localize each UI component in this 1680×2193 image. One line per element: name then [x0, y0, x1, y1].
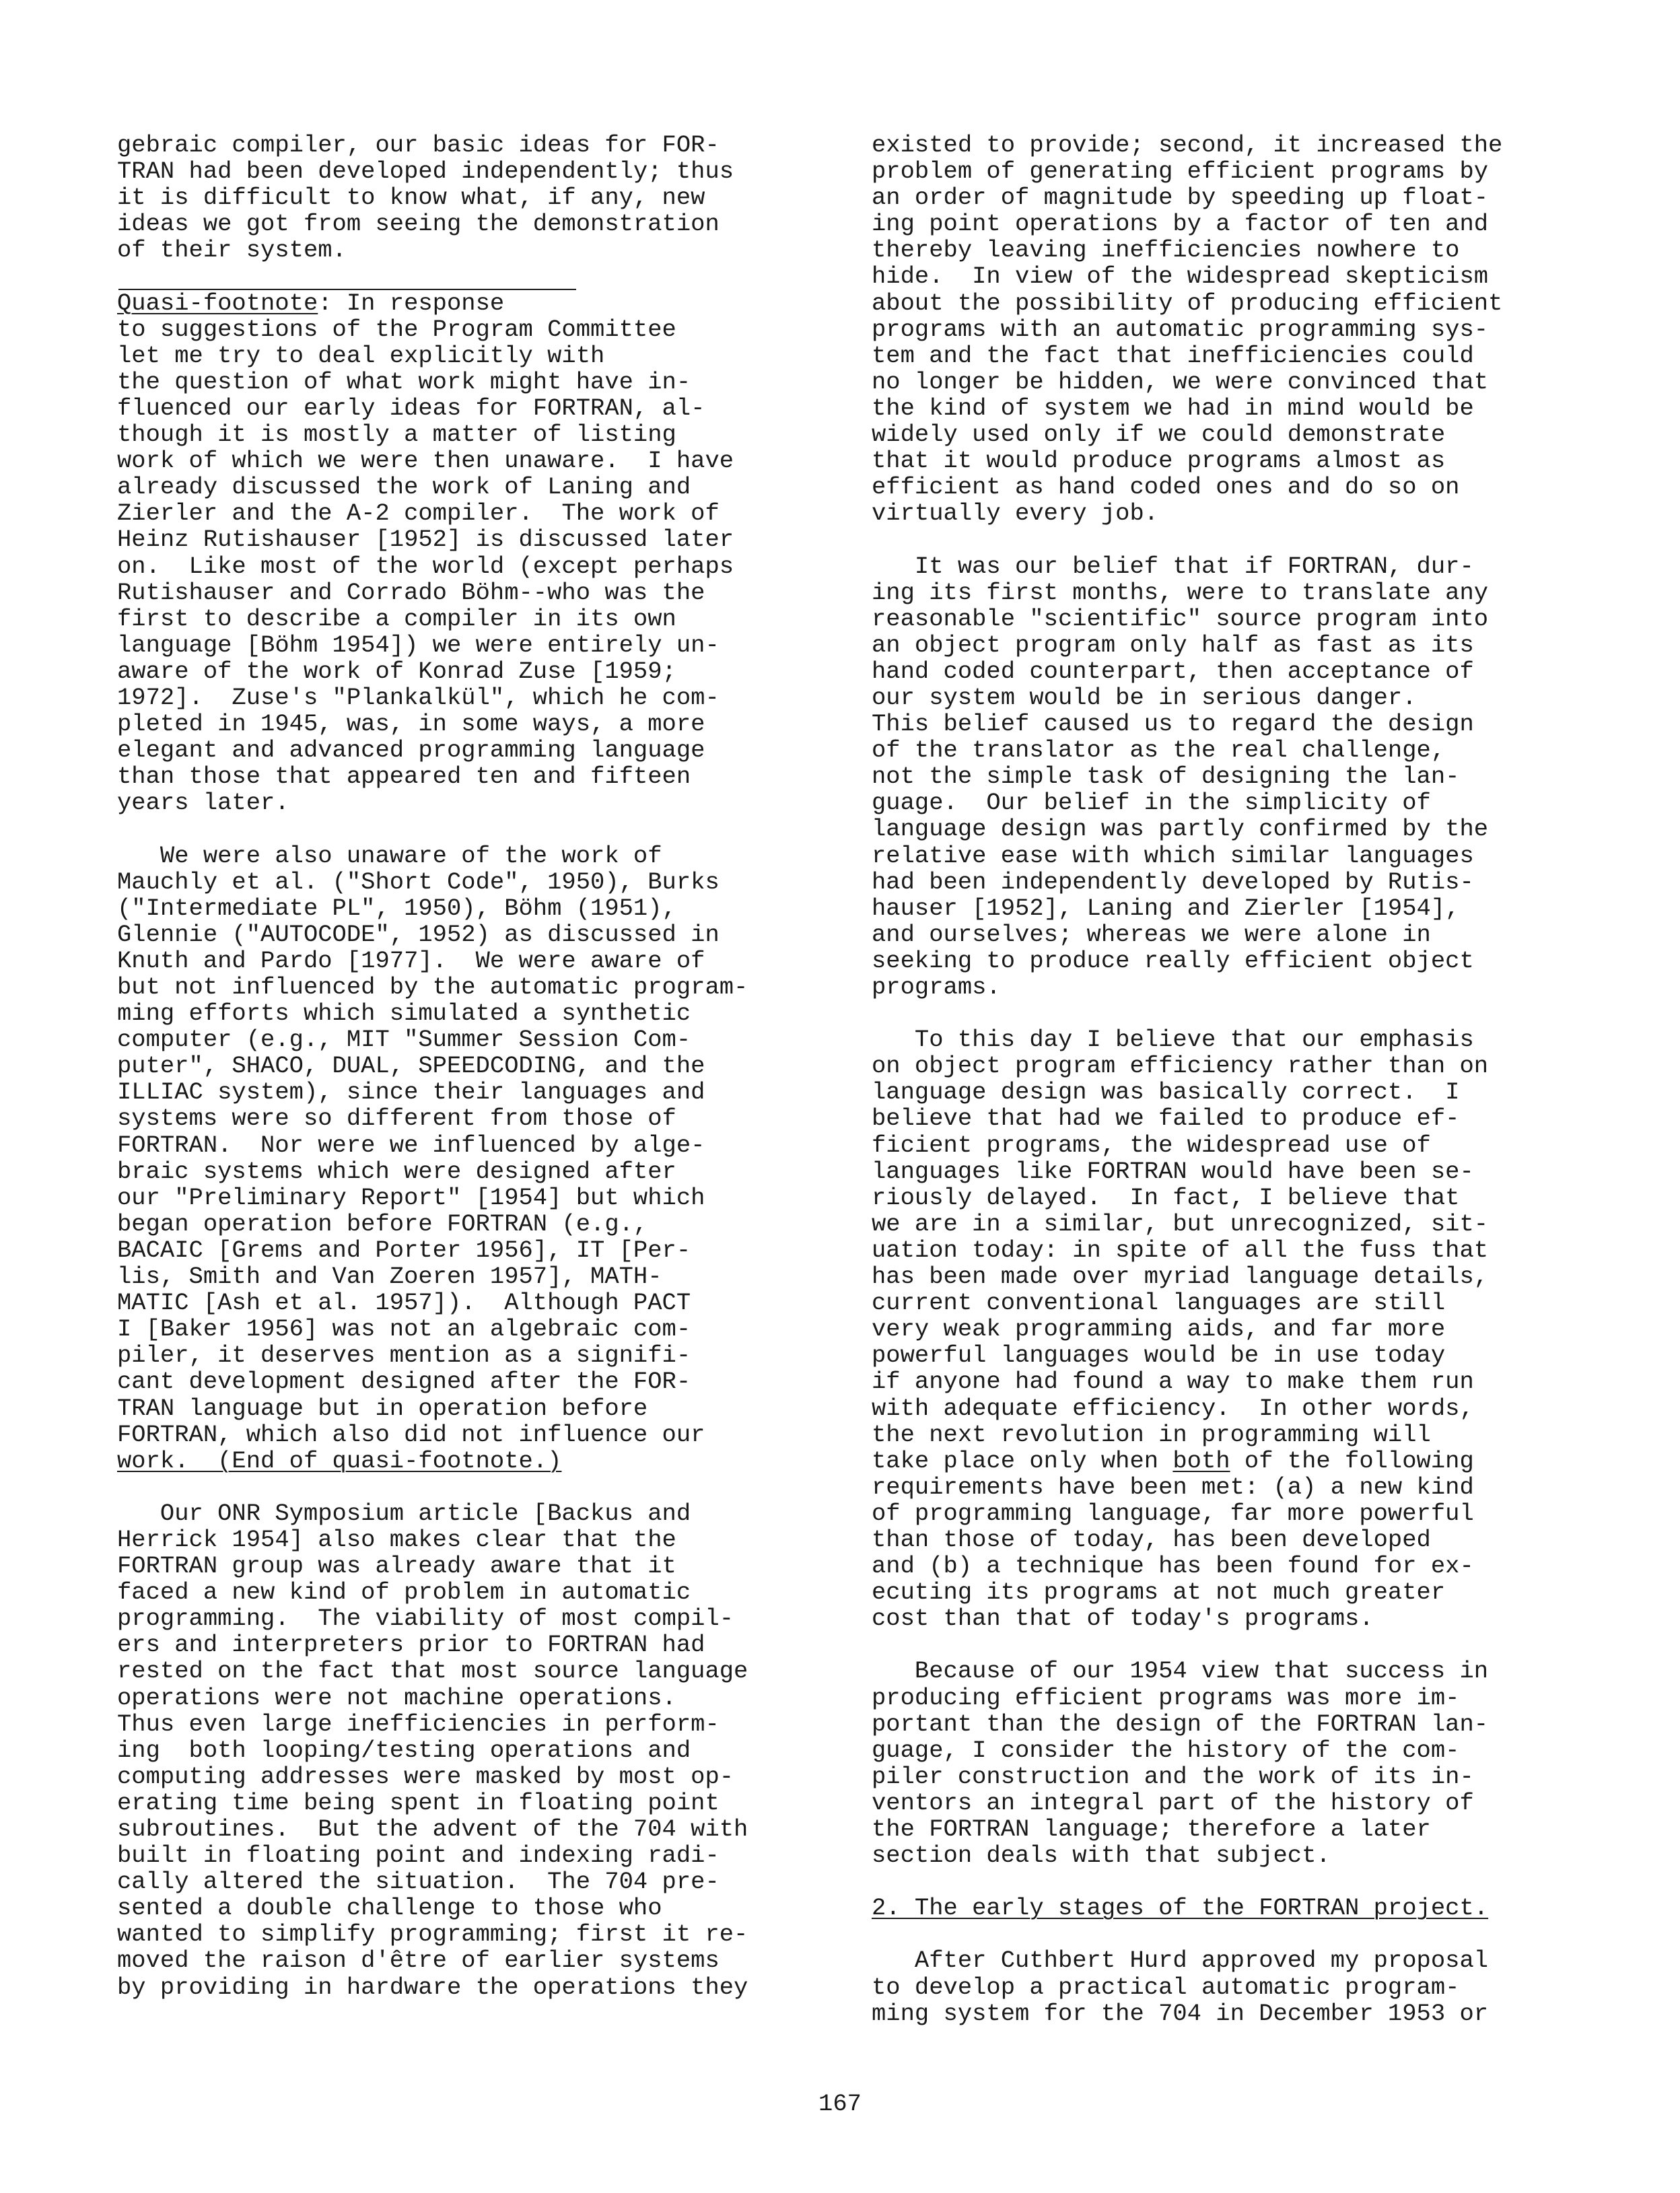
text-line: computer (e.g., MIT "Summer Session Com-	[117, 1026, 691, 1054]
text-line: puter", SHACO, DUAL, SPEEDCODING, and the	[117, 1052, 705, 1080]
text-line: and ourselves; whereas we were alone in	[872, 920, 1431, 948]
text-line: systems were so different from those of	[117, 1105, 676, 1133]
text-line: to develop a practical automatic program-	[872, 1973, 1460, 2001]
text-line: has been made over myriad language details,	[872, 1263, 1489, 1291]
text-line: tem and the fact that inefficiencies could	[872, 341, 1474, 370]
footnote-end-marker: work. (End of quasi-footnote.)	[117, 1447, 562, 1475]
text-line: that it would produce programs almost as	[872, 447, 1446, 475]
text-line: with adequate efficiency. In other words,	[872, 1394, 1474, 1422]
text-line: cally altered the situation. The 704 pre-	[117, 1868, 720, 1896]
footnote-first-text: : In response	[318, 289, 505, 317]
text-line: language [Böhm 1954]) we were entirely un-	[117, 631, 720, 659]
text-line: by providing in hardware the operations they	[117, 1973, 748, 2001]
text-line: ing both looping/testing operations and	[117, 1736, 691, 1764]
text-line: ers and interpreters prior to FORTRAN had	[117, 1631, 705, 1659]
text-line: problem of generating efficient programs by	[872, 158, 1489, 186]
text-line: computing addresses were masked by most op-	[117, 1762, 734, 1790]
text-line: cost than that of today's programs.	[872, 1605, 1374, 1633]
paragraph-existed-to-provide	[872, 132, 1585, 526]
text-line: piler, it deserves mention as a signifi-	[117, 1342, 691, 1370]
right-column	[872, 132, 1585, 2027]
left-column	[117, 132, 851, 2000]
text-line: already discussed the work of Laning and	[117, 473, 691, 501]
section-heading	[872, 1895, 1585, 1921]
text-line: section deals with that subject.	[872, 1842, 1331, 1870]
text-line: an object program only half as fast as its	[872, 631, 1474, 659]
text-line: gebraic compiler, our basic ideas for FOR-	[117, 131, 720, 159]
paragraph-gap	[872, 1921, 1585, 1947]
emphasized-word: both	[1172, 1447, 1230, 1475]
text-line: the next revolution in programming will	[872, 1420, 1431, 1449]
text-line: Rutishauser and Corrado Böhm--who was the	[117, 578, 705, 606]
text-line: erating time being spent in floating point	[117, 1788, 720, 1817]
text-line: We were also unaware of the work of	[117, 841, 662, 870]
text-line: about the possibility of producing efficient	[872, 289, 1503, 317]
text-line: Because of our 1954 view that success in	[872, 1657, 1489, 1685]
text-line: an order of magnitude by speeding up float-	[872, 184, 1489, 212]
text-line: of the translator as the real challenge,	[872, 736, 1446, 765]
text-line: ideas we got from seeing the demonstration	[117, 210, 720, 238]
text-line: aware of the work of Konrad Zuse [1959;	[117, 657, 676, 685]
text-line: BACAIC [Grems and Porter 1956], IT [Per-	[117, 1236, 691, 1264]
text-line: powerful languages would be in use today	[872, 1342, 1446, 1370]
text-line: ficient programs, the widespread use of	[872, 1131, 1431, 1159]
text-line: sented a double challenge to those who	[117, 1894, 662, 1922]
text-line: After Cuthbert Hurd approved my proposal	[872, 1947, 1489, 1975]
paragraph-onr-symposium	[117, 1500, 851, 2000]
text-line: portant than the design of the FORTRAN lan-	[872, 1710, 1489, 1738]
text-line: To this day I believe that our emphasis	[872, 1026, 1474, 1054]
text-line: it is difficult to know what, if any, new	[117, 184, 705, 212]
text-line: language design was partly confirmed by the	[872, 815, 1489, 843]
text-line: 1972]. Zuse's "Plankalkül", which he com-	[117, 683, 720, 711]
text-line: guage, I consider the history of the com-	[872, 1736, 1460, 1764]
text-line: ing point operations by a factor of ten and	[872, 210, 1489, 238]
text-line: work of which we were then unaware. I have	[117, 447, 734, 475]
text-line: Herrick 1954] also makes clear that the	[117, 1525, 676, 1554]
text-line: moved the raison d'être of earlier systems	[117, 1947, 720, 1975]
text-line: braic systems which were designed after	[117, 1157, 676, 1185]
text-line: operations were not machine operations.	[117, 1683, 676, 1712]
text-line: cant development designed after the FOR-	[117, 1368, 691, 1396]
text-line: wanted to simplify programming; first it re-	[117, 1920, 748, 1949]
text-line: ming system for the 704 in December 1953 or	[872, 1999, 1489, 2027]
text-line: programming. The viability of most compil-	[117, 1605, 734, 1633]
text-line: our system would be in serious danger.	[872, 683, 1417, 711]
text-line: lis, Smith and Van Zoeren 1957], MATH-	[117, 1263, 662, 1291]
text-line: language design was basically correct. I	[872, 1078, 1460, 1107]
text-line: the question of what work might have in-	[117, 368, 691, 396]
text-line: the kind of system we had in mind would be	[872, 394, 1474, 422]
text-line: than those of today, has been developed	[872, 1525, 1431, 1554]
footnote-first-line	[117, 290, 851, 316]
text-line: fluenced our early ideas for FORTRAN, al-	[117, 394, 705, 422]
text-line: Knuth and Pardo [1977]. We were aware of	[117, 946, 705, 975]
text-line: programs with an automatic programming sys-	[872, 315, 1489, 343]
text-line: TRAN had been developed independently; thus	[117, 158, 734, 186]
text-line: I [Baker 1956] was not an algebraic com-	[117, 1315, 691, 1344]
text-line: relative ease with which similar languages	[872, 841, 1474, 870]
text-line: hauser [1952], Laning and Zierler [1954],	[872, 894, 1460, 922]
text-line: MATIC [Ash et al. 1957]). Although PACT	[117, 1289, 691, 1317]
quasi-footnote	[117, 290, 851, 816]
text-line: ecuting its programs at not much greater	[872, 1578, 1446, 1607]
paragraph-to-this-day	[872, 1026, 1585, 1632]
text-line: pleted in 1945, was, in some ways, a more	[117, 710, 705, 738]
paragraph-our-belief	[872, 553, 1585, 1001]
paragraph-gap	[117, 1474, 851, 1500]
text-line: let me try to deal explicitly with	[117, 341, 605, 370]
paragraph-gap	[872, 1632, 1585, 1658]
text-line: but not influenced by the automatic program-	[117, 973, 748, 1001]
text-line: producing efficient programs was more im-	[872, 1683, 1460, 1712]
paragraph-gap	[117, 816, 851, 842]
text-line: built in floating point and indexing radi-	[117, 1842, 720, 1870]
text-line: though it is mostly a matter of listing	[117, 421, 676, 449]
text-line: rested on the fact that most source language	[117, 1657, 748, 1685]
text-line: This belief caused us to regard the design	[872, 710, 1474, 738]
paragraph-gap	[872, 1000, 1585, 1026]
text-line: current conventional languages are still	[872, 1289, 1446, 1317]
text-line: years later.	[117, 789, 289, 817]
text-line: not the simple task of designing the lan-	[872, 763, 1460, 791]
text-line: virtually every job.	[872, 499, 1159, 528]
paragraph-intro	[117, 132, 851, 263]
text-line: piler construction and the work of its in-	[872, 1762, 1474, 1790]
text-line: ing its first months, were to translate any	[872, 578, 1489, 606]
emph-after: of the following	[1230, 1447, 1474, 1475]
text-line: of programming language, far more powerful	[872, 1499, 1474, 1527]
text-line: believe that had we failed to produce ef-	[872, 1105, 1460, 1133]
text-line: our "Preliminary Report" [1954] but which	[117, 1183, 705, 1212]
text-line: we are in a similar, but unrecognized, sit-	[872, 1210, 1489, 1238]
text-line: reasonable "scientific" source program into	[872, 604, 1489, 633]
text-line: ("Intermediate PL", 1950), Böhm (1951),	[117, 894, 676, 922]
paragraph-gap	[872, 526, 1585, 553]
emph-before: take place only when	[872, 1447, 1173, 1475]
text-line: subroutines. But the advent of the 704 with	[117, 1815, 748, 1843]
text-line: hand coded counterpart, then acceptance of	[872, 657, 1474, 685]
text-line: the FORTRAN language; therefore a later	[872, 1815, 1431, 1843]
paragraph-because-1954	[872, 1658, 1585, 1869]
text-line: first to describe a compiler in its own	[117, 604, 676, 633]
text-line: seeking to produce really efficient object	[872, 946, 1474, 975]
text-line: Our ONR Symposium article [Backus and	[117, 1499, 691, 1527]
text-line: ming efforts which simulated a synthetic	[117, 1000, 691, 1028]
text-line: Heinz Rutishauser [1952] is discussed later	[117, 526, 734, 554]
text-line: of their system.	[117, 236, 347, 265]
text-line: and (b) a technique has been found for ex-	[872, 1552, 1474, 1580]
text-line: on object program efficiency rather than on	[872, 1052, 1489, 1080]
text-line: requirements have been met: (a) a new kind	[872, 1473, 1474, 1501]
text-line: widely used only if we could demonstrate	[872, 421, 1446, 449]
text-line: no longer be hidden, we were convinced that	[872, 368, 1489, 396]
section-heading-text: 2. The early stages of the FORTRAN project.	[872, 1894, 1489, 1922]
text-line: faced a new kind of problem in automatic	[117, 1578, 691, 1607]
text-line: Glennie ("AUTOCODE", 1952) as discussed in	[117, 920, 720, 948]
text-line: efficient as hand coded ones and do so on	[872, 473, 1460, 501]
text-line: languages like FORTRAN would have been se-	[872, 1157, 1474, 1185]
paragraph-unaware	[117, 843, 851, 1474]
text-line: Mauchly et al. ("Short Code", 1950), Burks	[117, 868, 720, 896]
text-line: Zierler and the A-2 compiler. The work of	[117, 499, 720, 528]
text-line: guage. Our belief in the simplicity of	[872, 789, 1431, 817]
paragraph-gap	[872, 1869, 1585, 1895]
text-line: riously delayed. In fact, I believe that	[872, 1183, 1460, 1212]
page-number: 167	[818, 2090, 862, 2118]
text-line: ILLIAC system), since their languages and	[117, 1078, 705, 1107]
text-line: ventors an integral part of the history of	[872, 1788, 1474, 1817]
text-line: It was our belief that if FORTRAN, dur-	[872, 552, 1474, 580]
text-line: on. Like most of the world (except perhaps	[117, 552, 734, 580]
text-line: uation today: in spite of all the fuss that	[872, 1236, 1489, 1264]
text-line: to suggestions of the Program Committee	[117, 315, 676, 343]
text-line: elegant and advanced programming language	[117, 736, 705, 765]
text-line: FORTRAN. Nor were we influenced by alge-	[117, 1131, 705, 1159]
text-line: existed to provide; second, it increased the	[872, 131, 1503, 159]
text-line: had been independently developed by Rutis-	[872, 868, 1474, 896]
text-line: hide. In view of the widespread skepticism	[872, 263, 1489, 291]
text-line: FORTRAN, which also did not influence our	[117, 1420, 705, 1449]
text-line: Thus even large inefficiencies in perform-	[117, 1710, 720, 1738]
text-line: began operation before FORTRAN (e.g.,	[117, 1210, 648, 1238]
text-line: programs.	[872, 973, 1001, 1001]
text-line	[117, 1448, 851, 1474]
paragraph-after-hurd	[872, 1947, 1585, 2026]
paragraph-gap	[117, 263, 851, 289]
text-line: than those that appeared ten and fifteen	[117, 763, 691, 791]
text-line: if anyone had found a way to make them run	[872, 1368, 1474, 1396]
text-line: FORTRAN group was already aware that it	[117, 1552, 676, 1580]
footnote-label: Quasi-footnote	[117, 289, 318, 317]
text-line-emphasis	[872, 1448, 1585, 1474]
text-line: very weak programming aids, and far more	[872, 1315, 1446, 1344]
text-line: thereby leaving inefficiencies nowhere to	[872, 236, 1460, 265]
text-line: TRAN language but in operation before	[117, 1394, 648, 1422]
